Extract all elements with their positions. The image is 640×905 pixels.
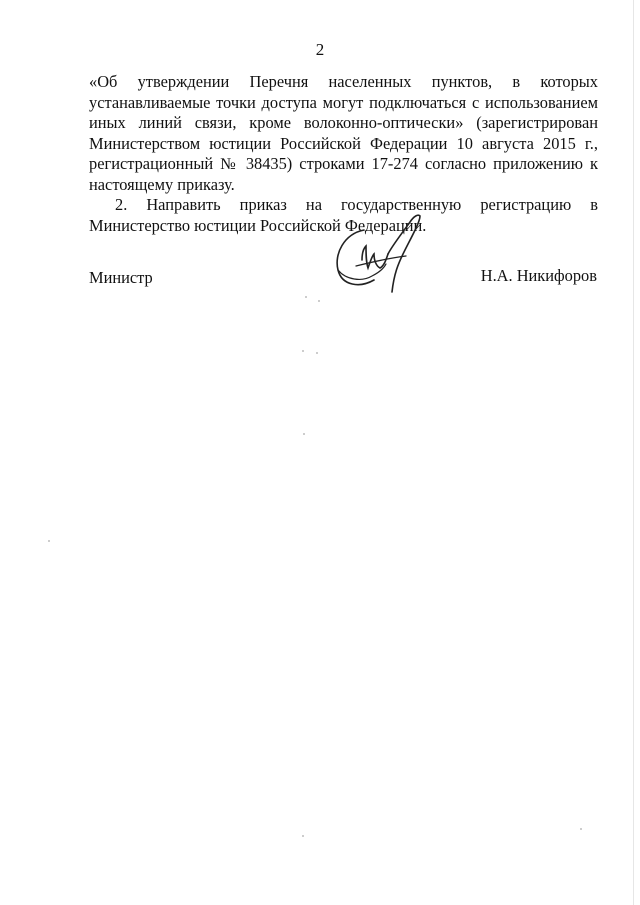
signatory-name: Н.А. Никифоров xyxy=(480,266,597,285)
scan-speck xyxy=(316,352,318,354)
scan-speck xyxy=(302,350,304,352)
scan-speck xyxy=(303,433,305,435)
handwritten-signature xyxy=(326,206,426,298)
scan-speck xyxy=(318,300,320,302)
paragraph-item-2: 2. Направить приказ на государственную регистрацию в Министерство юстиции Российской Федерации. xyxy=(89,195,598,235)
scan-speck xyxy=(305,296,307,298)
scan-speck xyxy=(302,835,304,837)
paragraph-continuation: «Об утверждении Перечня населенных пунктов, в которых устанавливаемые точки доступа могут подключаться с использованием иных линий связи, кроме волоконно-оптически» (зарегистрирован Министерством юстиции Российской Федерации 10 августа 2015 г., регистрационный № 38435) строками 17-274 согласно приложению к настоящему приказу. xyxy=(89,72,598,194)
page-number: 2 xyxy=(315,40,325,59)
scan-speck xyxy=(580,828,582,830)
scan-speck xyxy=(48,540,50,542)
scan-edge-line xyxy=(633,0,634,905)
signatory-title: Министр xyxy=(89,268,153,287)
